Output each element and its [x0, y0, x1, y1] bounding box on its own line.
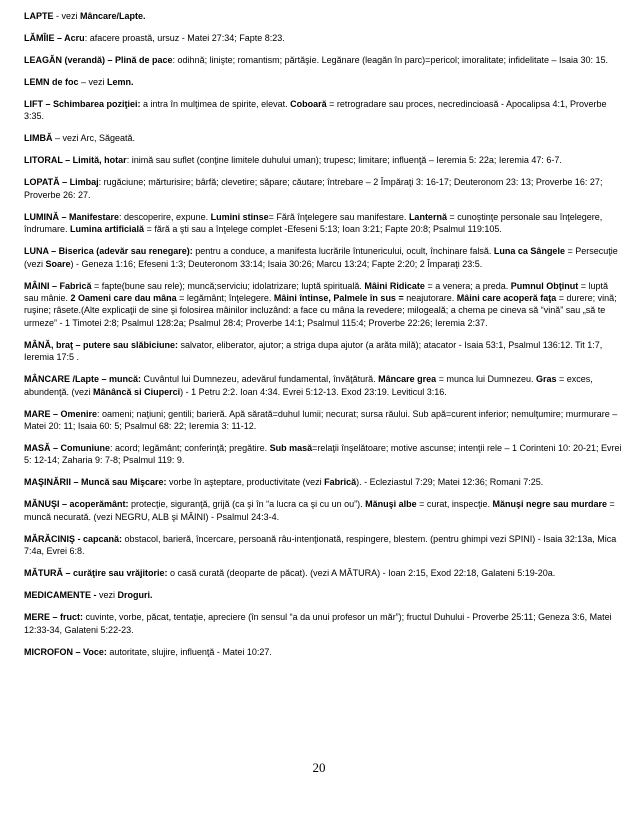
entry-text: = retrogradare sau proces, necredincioasă - Apocalipsa 4:1, Proverbe 3:35. [24, 99, 607, 122]
dictionary-entry [24, 646, 624, 658]
entry-term: Mănuşi albe [365, 499, 417, 510]
entry-term: LĂMÎIE – Acru [24, 33, 85, 43]
entry-text: vorbe în aşteptare, productivitate (vezi [166, 477, 325, 488]
entry-term: LUMINĂ – Manifestare [24, 211, 120, 222]
dictionary-entry [24, 132, 624, 144]
entry-term: MÂNĂ, braţ – putere sau slăbiciune: [24, 339, 179, 350]
entry-term: Sub masă [269, 443, 313, 454]
entry-text: a intra în mulţimea de spirite, elevat. [140, 99, 291, 109]
entry-text: neajutorare. [403, 293, 457, 304]
entry-term: Lumina artificială [70, 224, 145, 235]
entry-term: Coboară [290, 99, 327, 109]
entry-term: Gras [536, 374, 557, 385]
entry-term: MARE – Omenire [24, 408, 98, 419]
entry-text: o casă curată (deoparte de păcat). (vezi A MĂTURA) - Ioan 2:15, Exod 22:18, Galateni 5:19-20a. [167, 568, 556, 579]
entry-text: ). - Ecleziastul 7:29; Matei 12:36; Romani 7:25. [356, 477, 544, 488]
dictionary-entry [24, 498, 624, 523]
entry-term: MÂINI – Fabrică [24, 280, 92, 291]
entry-text: = exces, abundenţă. (vezi [24, 374, 593, 397]
dictionary-entry [24, 98, 624, 123]
entry-text: : rugăciune; mărturisire; bârfă; clevetire; săpare; căutare; întrebare – 2 Împăraţi 3: 16-17; Deuteronom 23: 13; Proverbe 16: 27; Proverbe 26: 27. [24, 177, 603, 200]
entry-term: LIFT – Schimbarea poziţiei: [24, 99, 141, 109]
entry-term: MĂTURĂ – curăţire sau vrăjitorie: [24, 568, 168, 579]
entry-term: LUNA – Biserica (adevăr sau renegare): [24, 246, 193, 257]
entry-term: LITORAL – Limită, hotar [24, 155, 127, 166]
entry-term: LOPATĂ – Limbaj [24, 177, 99, 188]
entry-term: Mănuşi negre sau murdare [492, 499, 607, 510]
entry-text: = durere; vină; ruşine; râsete.(Alte explicaţii de sine şi folosirea mâinilor incluzând: a face cu mâna la revedere; milogeală; a chema pe cineva să “vină” sau „să te urmeze” - 1 Timotei 2:8; Psalmul 128:2a; Psalmul 28:4; Proverbe 14:1; Psalmul 115:4; Proverbe 22:26; Ieremia 2:37. [24, 293, 617, 328]
entry-term: MAŞINĂRII – Muncă sau Mişcare: [24, 477, 167, 488]
entry-text: : afacere proastă, ursuz - Matei 27:34; Fapte 8:23. [84, 33, 285, 43]
entry-text: = a venera; a preda. [424, 280, 511, 291]
entry-text: : acord; legământ; conferinţă; pregătire. [110, 443, 270, 454]
entry-term: MICROFON – Voce: [24, 646, 107, 657]
page-number: 20 [312, 760, 326, 775]
entry-term: Fabrică [324, 477, 357, 488]
entry-text: = muncă necurată. (vezi NEGRU, ALB şi MÂINI) - Psalmul 24:3-4. [24, 499, 615, 522]
dictionary-entry [24, 154, 624, 166]
entry-term: MEDICAMENTE - [24, 590, 97, 601]
dictionary-entry [24, 245, 624, 270]
entry-text: – vezi [78, 77, 108, 87]
entry-text: : oameni; naţiuni; gentili; barieră. Apă sărată=duhul lumii; necurat; sursa răului. Sub apă=curent inferior; nemulţumire; murmurare – Matei 20: 11; Isaia 60: 5; Psalmul 68: 22; Ieremia 3: 11-12. [24, 408, 618, 432]
entry-text: obstacol, barieră, încercare, persoană râu-intenţionată, respingere, blestem. (pentru ghimpi vezi SPINI) - Isaia 32:13a, Mica 7:4a, Evrei 6:8. [24, 533, 617, 557]
dictionary-entry [24, 76, 624, 88]
dictionary-entry [24, 611, 624, 636]
entry-term: Pumnul Obţinut [510, 280, 579, 291]
entry-text: : odihnă; linişte; romantism; părtăşie. Legănare (leagăn în parc)=pericol; imoralitate; infidelitate – Isaia 30: 15. [172, 55, 609, 65]
entry-term: MASĂ – Comuniune [24, 443, 111, 454]
dictionary-entry [24, 339, 624, 364]
entry-text: : inimă sau suflet (conţine limitele duhului uman); trupesc; limitare; influenţă – Ieremia 5: 22a; Ieremia 47: 6-7. [126, 155, 562, 166]
entry-text: = legământ; înţelegere. [176, 293, 274, 304]
entry-term: Mâini întinse, Palmele în sus = [273, 293, 404, 304]
dictionary-entry [24, 280, 624, 330]
entry-text: – vezi Arc, Săgeată. [52, 133, 136, 144]
entry-text: = fapte(bune sau rele); muncă;serviciu; idolatrizare; luptă spirituală. [91, 280, 365, 291]
entry-text: = munca lui Dumnezeu. [436, 374, 536, 385]
entry-term: LIMBĂ [24, 133, 53, 144]
entry-term: MĂRĂCINIŞ - capcană: [24, 533, 123, 544]
entry-text: : descoperire, expune. [119, 211, 211, 222]
dictionary-entry [24, 567, 624, 579]
entry-term: Mâncare grea [378, 374, 437, 385]
entry-text: = cunoştinţe personale sau înţelegere, îndrumare. [24, 211, 603, 235]
entry-text: vezi [96, 590, 118, 601]
entry-term: MĂNUŞI – acoperământ: [24, 499, 129, 510]
dictionary-entry [24, 54, 624, 66]
entry-text: = Fără înţelegere sau manifestare. [268, 211, 409, 222]
entry-text: ) - 1 Petru 2:2. Ioan 4:34. Evrei 5:12-13. Exod 23:19. Leviticul 3:16. [180, 386, 447, 397]
entry-text: - vezi [53, 11, 81, 21]
dictionary-entries [24, 10, 624, 658]
entry-term: Luna ca Sângele [493, 246, 565, 257]
entry-text: autoritate, slujire, influenţă - Matei 10:27. [106, 646, 272, 657]
entry-term: MÂNCARE /Lapte – muncă: [24, 374, 142, 385]
entry-term: LAPTE [24, 11, 54, 21]
dictionary-entry [24, 533, 624, 558]
entry-text: = curat, inspecţie. [416, 499, 493, 510]
entry-term: Mâncare/Lapte. [80, 11, 146, 21]
dictionary-entry [24, 10, 624, 22]
entry-term: 2 Oameni care dau mâna [70, 293, 177, 304]
dictionary-entry [24, 211, 624, 236]
entry-term: Lumini stinse [210, 211, 269, 222]
entry-text: salvator, eliberator, ajutor; a striga dupa ajutor (a arăta milă); atacator - Isaia 53:1, Psalmul 136:12. Tit 1:7, Ieremia 17:5 . [24, 339, 603, 363]
dictionary-entry [24, 32, 624, 44]
entry-term: Mâini care acoperă faţa [456, 293, 557, 304]
entry-term: LEAGĂN (verandă) – Plină de pace [24, 55, 173, 65]
entry-text: = luptă sau mânie. [24, 280, 609, 304]
entry-term: Mânâncă si Ciuperci [93, 386, 181, 397]
entry-text: ) - Geneza 1:16; Efeseni 1:3; Deuteronom 33:14; Isaia 30:26; Marcu 13:24; Fapte 2:20; 2 Împaraţi 23:5. [70, 258, 483, 269]
entry-term: Lanternă [408, 211, 447, 222]
entry-text: pentru a conduce, a manifesta lucrările întunericului, ocult, închinare falsă. [192, 246, 494, 257]
entry-text: Cuvântul lui Dumnezeu, adevărul fundamental, învăţătură. [141, 374, 379, 385]
entry-text: cuvinte, vorbe, păcat, tentaţie, apreciere (în sensul “a da unui profesor un măr”); fructul Duhului - Proverbe 25:11; Geneza 3:6, Matei 12:33-34, Galateni 5:22-23. [24, 612, 612, 635]
entry-text: = fără a şti sau a înţelege complet -Efeseni 5:13; Ioan 3:21; Fapte 20:8; Psalmul 119:105. [144, 224, 502, 235]
entry-text: protecţie, siguranţă, grijă (ca şi în “a lucra ca şi cu un ou”). [128, 499, 366, 510]
entry-term: Lemn. [107, 77, 134, 87]
dictionary-entry [24, 589, 624, 601]
dictionary-entry [24, 442, 624, 467]
entry-term: MERE – fruct: [24, 612, 84, 623]
dictionary-entry [24, 476, 624, 488]
entry-text: =relaţii înşelătoare; motive ascunse; intenţii rele – 1 Corinteni 10: 20-21; Evrei 5: 12-14; Zaharia 9: 7-8; Psalmul 119: 9. [24, 443, 622, 466]
entry-term: Soare [45, 258, 71, 269]
entry-term: Droguri. [117, 590, 153, 601]
entry-term: LEMN de foc [24, 77, 79, 87]
entry-term: Mâini Ridicate [364, 280, 425, 291]
dictionary-entry [24, 373, 624, 398]
dictionary-entry [24, 408, 624, 433]
dictionary-entry [24, 176, 624, 201]
entry-text: = Persecuţie (vezi [24, 246, 618, 269]
